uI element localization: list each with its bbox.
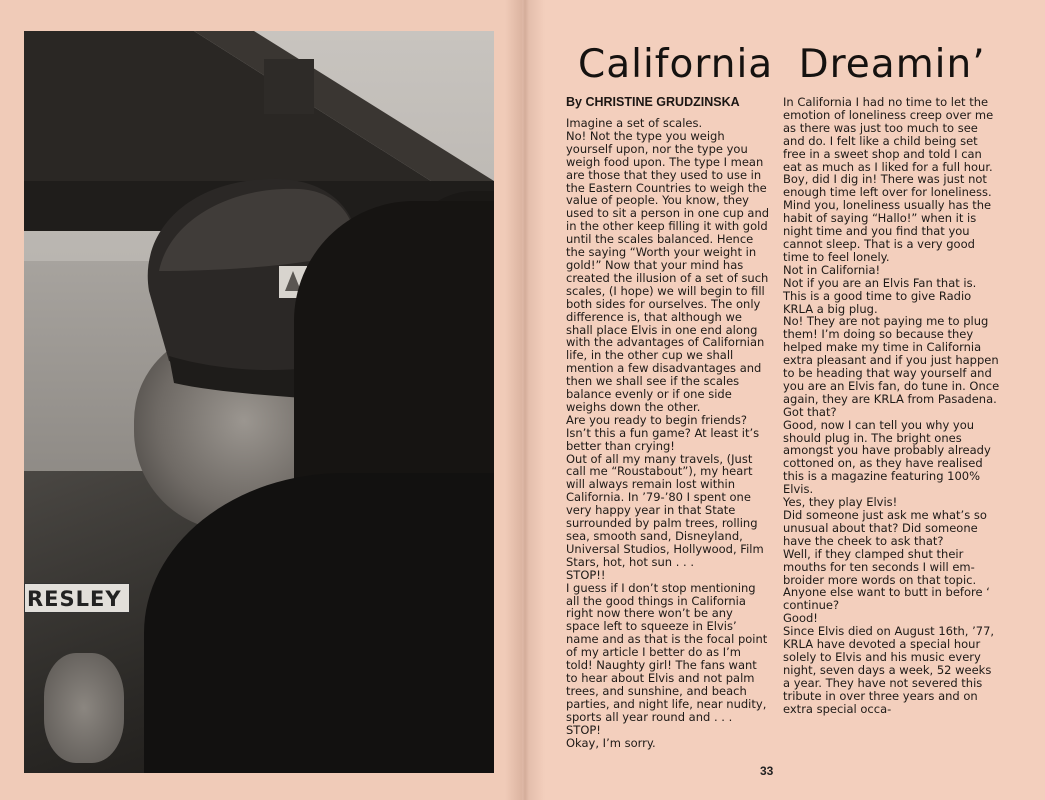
photo-hand: [44, 653, 124, 763]
left-page: [0, 0, 522, 800]
article-title: California Dreamin’: [578, 42, 986, 87]
page-gutter: [505, 0, 545, 800]
article-column-2: In California I had no time to let the emotion of loneliness creep over me as there was just too much to see and do. I felt like a child being set free in a sweet shop and told I can eat as much as I liked for a full hour. Boy, did I dig in! There was just not enough time left over for loneliness. Mind you, loneliness usually has the habit of saying “Hallo!” when it is night time and you find that you cannot sleep. That is a very good time to feel lonely. Not in California! Not if you are an Elvis Fan that is. This is a good time to give Radio KRLA a big plug. No! They are not paying me to plug them! I’m doing so because they helped make my time in California extra pleasant and if you just happen to be heading that way yourself and you are an Elvis fan, do tune in. Once again, they are KRLA from Pasadena. Got that? Good, now I can tell you why you should plug in. The bright ones amongst you have probably already cottoned on, as they have realised this is a magazine featuring 100% Elvis. Yes, they play Elvis! Did someone just ask me what’s so unusual about that? Did someone have the cheek to ask that? Well, if they clamped shut their mouths for ten seconds I will embroider more words on that topic. Anyone else want to butt in before ‘ continue? Good! Since Elvis died on August 16th, ’77, KRLA have devoted a special hour solely to Elvis and his music every night, seven days a week, 52 weeks a year. They have not severed this tribute in over three years and on extra special occa-: [783, 95, 1000, 716]
nametag: RESLEY: [24, 583, 130, 613]
elvis-photo: [24, 31, 494, 773]
page-number: 33: [760, 764, 774, 778]
article-byline: By CHRISTINE GRUDZINSKA: [566, 95, 740, 109]
article-column-1: Imagine a set of scales. No! Not the type you weigh yourself upon, nor the type you weigh food upon. The type I mean are those that they used to use in the Eastern Countries to weigh the value of people. You know, they used to sit a person in one cup and in the other keep filling it with gold until the scales balanced. Hence the saying “Worth your weight in gold!” Now that your mind has created the illusion of a set of such scales, (I hope) we will begin to fill both sides for ourselves. The only difference is, that although we shall place Elvis in one end along with the advantages of Californian life, in the other cup we shall mention a few disadvantages and then we shall see if the scales balance evenly or if one side weighs down the other. Are you ready to begin friends? Isn’t this a fun game? At least it’s better than crying! Out of all my many travels, (Just call me “Roustabout”), my heart will always remain lost within California. In ’79-’80 I spent one very happy year in that State surrounded by palm trees, rolling sea, smooth sand, Disneyland, Universal Studios, Hollywood, Film Stars, hot, hot sun . . . STOP!! I guess if I don’t stop mentioning all the good things in California right now there won’t be any space left to squeeze in Elvis’ name and as that is the focal point of my article I better do as I’m told! Naughty girl! The fans want to hear about Elvis and not palm trees, and sunshine, and beach parties, and night life, near nudity, sports all year round and . . . STOP! Okay, I’m sorry.: [566, 116, 770, 750]
